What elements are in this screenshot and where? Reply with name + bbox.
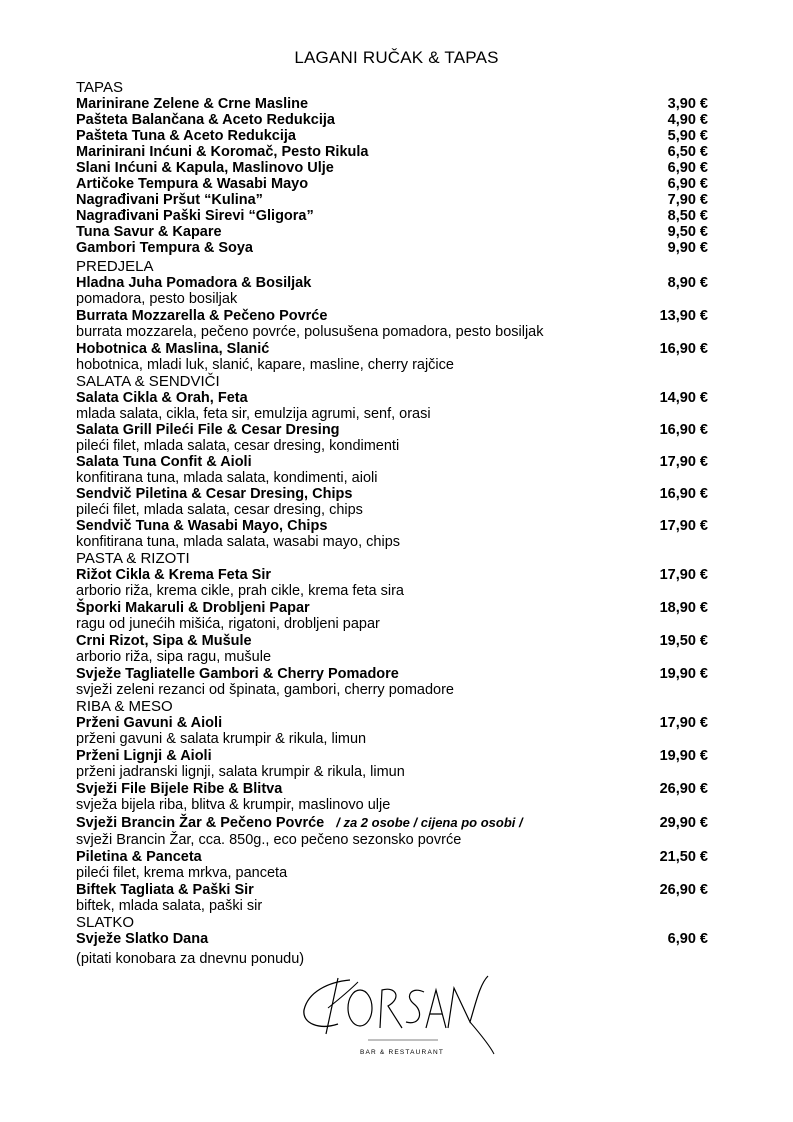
item-name: Salata Cikla & Orah, Feta <box>76 390 248 406</box>
item-name: Sendvič Piletina & Cesar Dresing, Chips <box>76 486 353 502</box>
item-name: Salata Tuna Confit & Aioli <box>76 454 252 470</box>
menu-item <box>76 160 708 176</box>
item-name: Biftek Tagliata & Paški Sir <box>76 882 254 898</box>
menu-item <box>76 748 708 764</box>
item-name: Sendvič Tuna & Wasabi Mayo, Chips <box>76 518 328 534</box>
menu-item <box>76 781 708 797</box>
item-price: 8,90 € <box>667 275 708 291</box>
item-price: 29,90 € <box>659 815 708 831</box>
menu-item <box>76 96 708 112</box>
item-name: Artičoke Tempura & Wasabi Mayo <box>76 176 309 192</box>
item-description: mlada salata, cikla, feta sir, emulzija agrumi, senf, orasi <box>76 406 431 422</box>
item-description: konfitirana tuna, mlada salata, kondimenti, aioli <box>76 470 378 486</box>
menu-item <box>76 144 708 160</box>
item-price: 17,90 € <box>659 715 708 731</box>
item-price: 26,90 € <box>659 882 708 898</box>
item-name: Crni Rizot, Sipa & Mušule <box>76 633 252 649</box>
menu-item <box>76 422 708 438</box>
item-price: 17,90 € <box>659 567 708 583</box>
menu-item <box>76 454 708 470</box>
item-description: prženi gavuni & salata krumpir & rikula, limun <box>76 731 367 747</box>
item-name: Svježi Brancin Žar & Pečeno Povrće <box>76 815 325 831</box>
item-name: Svježe Slatko Dana <box>76 931 209 947</box>
menu-item <box>76 931 708 947</box>
item-name: Rižot Cikla & Krema Feta Sir <box>76 567 271 583</box>
item-price: 3,90 € <box>667 96 708 112</box>
item-price: 6,50 € <box>667 144 708 160</box>
menu-item <box>76 308 708 324</box>
item-description: konfitirana tuna, mlada salata, wasabi mayo, chips <box>76 534 401 550</box>
section-salata-sendvici <box>76 374 708 550</box>
item-price: 6,90 € <box>667 176 708 192</box>
item-description: hobotnica, mladi luk, slanić, kapare, masline, cherry rajčice <box>76 357 454 373</box>
item-name: Salata Grill Pileći File & Cesar Dresing <box>76 422 340 438</box>
item-price: 26,90 € <box>659 781 708 797</box>
item-description: pomadora, pesto bosiljak <box>76 291 238 307</box>
item-price: 19,90 € <box>659 666 708 682</box>
menu-item <box>76 600 708 616</box>
menu-item <box>76 567 708 583</box>
item-description: svježi Brancin Žar, cca. 850g., eco pečeno sezonsko povrće <box>76 832 462 848</box>
item-name: Pašteta Balančana & Aceto Redukcija <box>76 112 335 128</box>
item-name: Marinirane Zelene & Crne Masline <box>76 96 309 112</box>
item-name: Slani Inćuni & Kapula, Maslinovo Ulje <box>76 160 334 176</box>
section-heading: PASTA & RIZOTI <box>76 550 190 567</box>
item-description: burrata mozzarela, pečeno povrće, polusušena pomadora, pesto bosiljak <box>76 324 544 340</box>
item-name: Hobotnica & Maslina, Slanić <box>76 341 270 357</box>
item-name: Burrata Mozzarella & Pečeno Povrće <box>76 308 328 324</box>
menu-item <box>76 224 708 240</box>
menu-body <box>76 79 708 967</box>
item-note: / za 2 osobe / cijena po osobi / <box>336 815 523 830</box>
item-name: Svježi File Bijele Ribe & Blitva <box>76 781 283 797</box>
item-description: svježa bijela riba, blitva & krumpir, maslinovo ulje <box>76 797 391 813</box>
item-name: Piletina & Panceta <box>76 849 202 865</box>
menu-item <box>76 275 708 291</box>
item-price: 6,90 € <box>667 931 708 947</box>
section-tapas <box>76 80 708 256</box>
item-description: prženi jadranski lignji, salata krumpir & rikula, limun <box>76 764 405 780</box>
item-description: biftek, mlada salata, paški sir <box>76 898 263 914</box>
item-name: Hladna Juha Pomadora & Bosiljak <box>76 275 312 291</box>
item-name: Nagrađivani Pršut “Kulina” <box>76 192 263 208</box>
menu-item <box>76 112 708 128</box>
menu-item <box>76 518 708 534</box>
item-price: 6,90 € <box>667 160 708 176</box>
section-heading: SALATA & SENDVIČI <box>76 373 220 390</box>
menu-item <box>76 240 708 256</box>
item-description: pileći filet, mlada salata, cesar dresing, chips <box>76 502 363 518</box>
item-price: 16,90 € <box>659 486 708 502</box>
item-name: Marinirani Inćuni & Koromač, Pesto Rikula <box>76 144 369 160</box>
item-description: ragu od junećih mišića, rigatoni, drobljeni papar <box>76 616 380 632</box>
menu-item <box>76 666 708 682</box>
item-name: Prženi Lignji & Aioli <box>76 748 212 764</box>
section-heading: RIBA & MESO <box>76 698 173 715</box>
menu-item <box>76 814 708 832</box>
menu-item <box>76 341 708 357</box>
menu-item <box>76 390 708 406</box>
section-heading: SLATKO <box>76 914 135 931</box>
footer-note: (pitati konobara za dnevnu ponudu) <box>76 951 305 967</box>
item-name: Pašteta Tuna & Aceto Redukcija <box>76 128 296 144</box>
item-name: Gambori Tempura & Soya <box>76 240 253 256</box>
menu-item <box>76 633 708 649</box>
item-price: 9,90 € <box>667 240 708 256</box>
item-name: Nagrađivani Paški Sirevi “Gligora” <box>76 208 314 224</box>
item-price: 4,90 € <box>667 112 708 128</box>
item-price: 19,50 € <box>659 633 708 649</box>
page-title: LAGANI RUČAK & TAPAS <box>294 48 499 67</box>
korsan-logo <box>298 972 498 1062</box>
item-price: 9,50 € <box>667 224 708 240</box>
item-price: 16,90 € <box>659 422 708 438</box>
menu-item <box>76 128 708 144</box>
section-heading: TAPAS <box>76 79 123 96</box>
item-description: pileći filet, mlada salata, cesar dresing, kondimenti <box>76 438 400 454</box>
item-description: arborio riža, krema cikle, prah cikle, krema feta sira <box>76 583 404 599</box>
item-price: 18,90 € <box>659 600 708 616</box>
menu-item <box>76 882 708 898</box>
item-price: 16,90 € <box>659 341 708 357</box>
item-price: 14,90 € <box>659 390 708 406</box>
item-description: pileći filet, krema mrkva, panceta <box>76 865 288 881</box>
menu-item <box>76 208 708 224</box>
item-price: 21,50 € <box>659 849 708 865</box>
item-price: 17,90 € <box>659 518 708 534</box>
item-price: 17,90 € <box>659 454 708 470</box>
section-predjela <box>76 259 708 373</box>
item-name: Svježe Tagliatelle Gambori & Cherry Pomadore <box>76 666 399 682</box>
item-price: 19,90 € <box>659 748 708 764</box>
menu-item <box>76 192 708 208</box>
section-pasta-rizoti <box>76 551 708 698</box>
section-slatko <box>76 915 708 947</box>
menu-item <box>76 849 708 865</box>
menu-item <box>76 715 708 731</box>
section-riba-meso <box>76 699 708 914</box>
item-name: Šporki Makaruli & Drobljeni Papar <box>76 600 310 616</box>
item-price: 5,90 € <box>667 128 708 144</box>
logo-graphic <box>298 972 498 1062</box>
menu-item <box>76 176 708 192</box>
logo-subtitle: BAR & RESTAURANT <box>359 1049 445 1056</box>
item-description: svježi zeleni rezanci od špinata, gambori, cherry pomadore <box>76 682 454 698</box>
item-description: arborio riža, sipa ragu, mušule <box>76 649 272 665</box>
section-heading: PREDJELA <box>76 258 154 275</box>
item-price: 13,90 € <box>659 308 708 324</box>
item-name: Tuna Savur & Kapare <box>76 224 222 240</box>
item-price: 8,50 € <box>667 208 708 224</box>
item-name: Prženi Gavuni & Aioli <box>76 715 223 731</box>
item-price: 7,90 € <box>667 192 708 208</box>
menu-item <box>76 486 708 502</box>
